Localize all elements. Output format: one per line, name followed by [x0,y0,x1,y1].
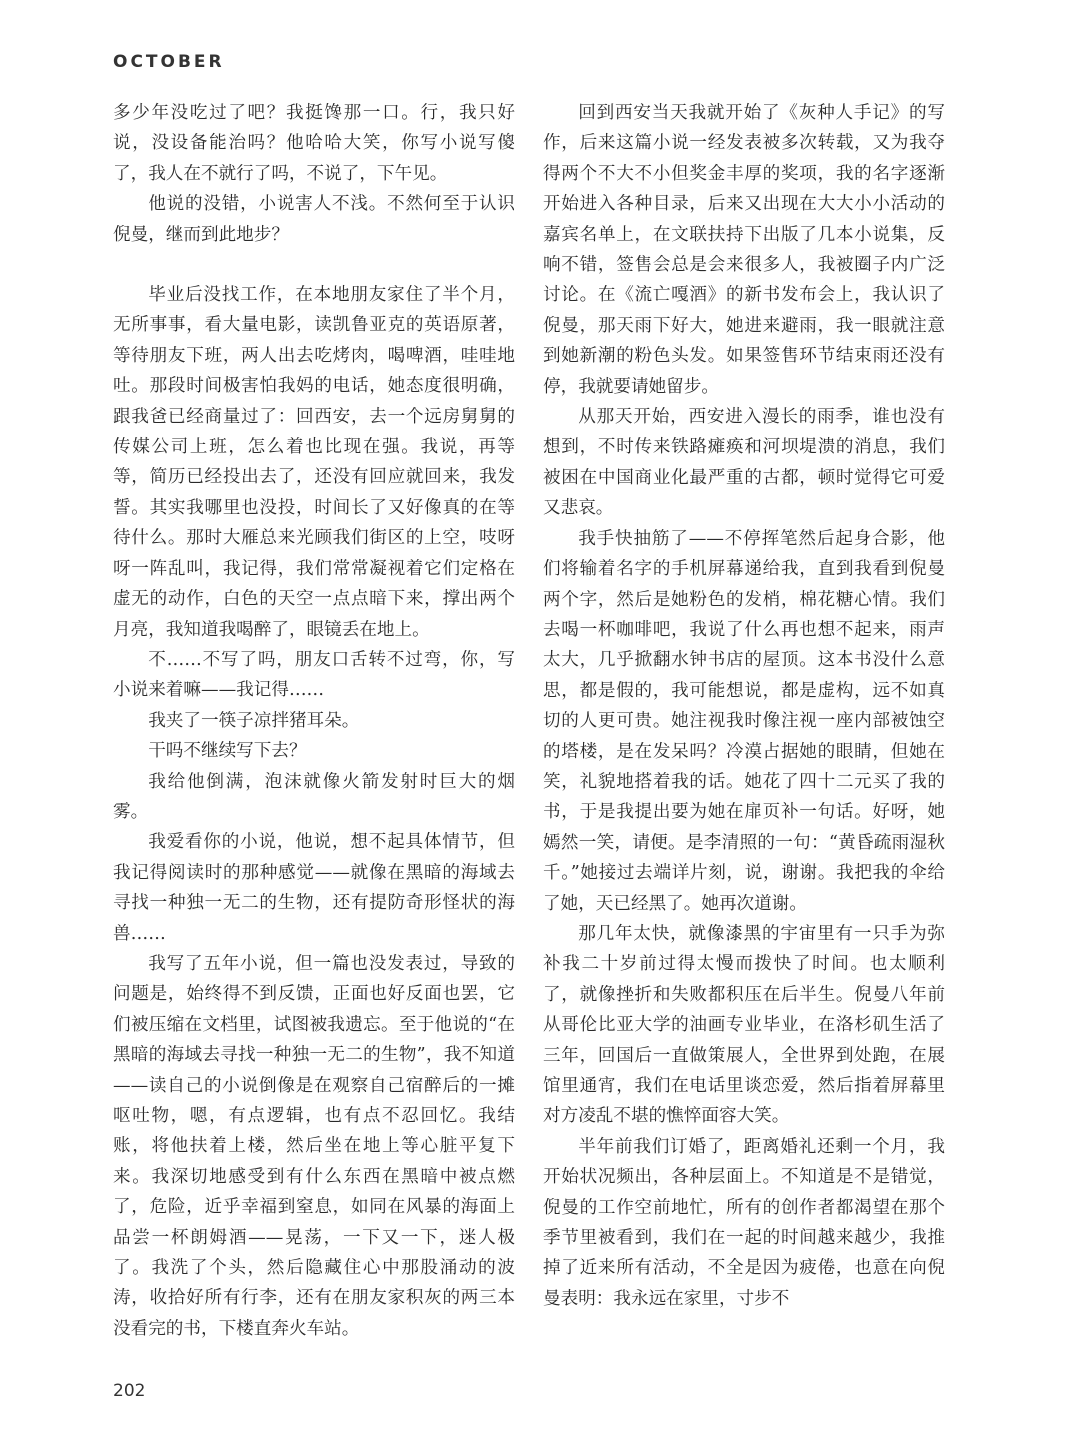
paragraph: 那几年太快，就像漆黑的宇宙里有一只手为弥补我二十岁前过得太慢而拨快了时间。也太顺利了，就像挫折和失败都积压在后半生。倪曼八年前从哥伦比亚大学的油画专业毕业，在洛杉矶生活了三年，回国后一直做策展人，全世界到处跑，在展馆里通宵，我们在电话里谈恋爱，然后指着屏幕里对方凌乱不堪的憔悴面容大笑。 [543,923,945,1127]
paragraph: 干吗不继续写下去？ [148,741,307,762]
paragraph: 我给他倒满，泡沫就像火箭发射时巨大的烟雾。 [113,771,515,822]
running-header: OCTOBER [113,52,225,72]
paragraph: 我爱看你的小说，他说，想不起具体情节，但我记得阅读时的那种感觉——就像在黑暗的海域去寻找一种独一无二的生物，还有提防奇形怪状的海兽…… [113,832,515,944]
paragraph: 回到西安当天我就开始了《灰种人手记》的写作，后来这篇小说一经发表被多次转载，又为我夺得两个不大不小但奖金丰厚的奖项，我的名字逐渐开始进入各种目录，后来又出现在大大小小活动的嘉宾名单上，在文联扶持下出版了几本小说集，反响不错，签售会总是会来很多人，我被圈子内广泛讨论。在《流亡嘎酒》的新书发布会上，我认识了倪曼，那天雨下好大，她进来避雨，我一眼就注意到她新潮的粉色头发。如果签售环节结束雨还没有停，我就要请她留步。 [543,103,945,397]
paragraph: 我手快抽筋了——不停挥笔然后起身合影，他们将输着名字的手机屏幕递给我，直到我看到倪曼两个字，然后是她粉色的发梢，棉花糖心情。我们去喝一杯咖啡吧，我说了什么再也想不起来，雨声太大，几乎掀翻水钟书店的屋顶。这本书没什么意思，都是假的，我可能想说，都是虚构，远不如真切的人更可贵。她注视我时像注视一座内部被蚀空的塔楼，是在发呆吗？冷漠占据她的眼睛，但她在笑，礼貌地搭着我的话。她花了四十二元买了我的书，于是我提出要为她在扉页补一句话。好呀，她嫣然一笑，请便。是李清照的一句：“黄昏疏雨湿秋千。”她接过去端详片刻，说，谢谢。我把我的伞给了她，天已经黑了。她再次道谢。 [543,528,945,914]
paragraph: 多少年没吃过了吧？我挺馋那一口。行，我只好说，没设备能治吗？他哈哈大笑，你写小说写傻了，我人在不就行了吗，不说了，下午见。 [113,103,515,184]
left-column [113,98,515,1344]
paragraph: 我写了五年小说，但一篇也没发表过，导致的问题是，始终得不到反馈，正面也好反面也罢，它们被压缩在文档里，试图被我遗忘。至于他说的“在黑暗的海域去寻找一种独一无二的生物”，我不知道——读自己的小说倒像是在观察自己宿醉后的一摊呕吐物，嗯，有点逻辑，也有点不忍回忆。我结账，将他扶着上楼，然后坐在地上等心脏平复下来。我深切地感受到有什么东西在黑暗中被点燃了，危险，近乎幸福到窒息，如同在风暴的海面上品尝一杯朗姆酒——晃荡，一下又一下，迷人极了。我洗了个头，然后隐藏住心中那股涌动的波涛，收拾好所有行李，还有在朋友家积灰的两三本没看完的书，下楼直奔火车站。 [113,953,515,1339]
paragraph: 半年前我们订婚了，距离婚礼还剩一个月，我开始状况频出，各种层面上。不知道是不是错觉，倪曼的工作空前地忙，所有的创作者都渴望在那个季节里被看到，我们在一起的时间越来越少，我推掉了近来所有活动，不全是因为疲倦，也意在向倪曼表明：我永远在家里，寸步不 [543,1136,945,1309]
paragraph: 不……不写了吗，朋友口舌转不过弯，你，写小说来着嘛——我记得…… [113,649,515,701]
paragraph: 从那天开始，西安进入漫长的雨季，谁也没有想到，不时传来铁路瘫痪和河坝堤溃的消息，我们被困在中国商业化最严重的古都，顿时觉得它可爱又悲哀。 [543,407,945,519]
right-column [543,98,945,1314]
page-number: 202 [113,1381,146,1401]
paragraph: 毕业后没找工作，在本地朋友家住了半个月，无所事事，看大量电影，读凯鲁亚克的英语原著，等待朋友下班，两人出去吃烤肉，喝啤酒，哇哇地吐。那段时间极害怕我妈的电话，她态度很明确，跟我爸已经商量过了：回西安，去一个远房舅舅的传媒公司上班，怎么着也比现在强。我说，再等等，简历已经投出去了，还没有回应就回来，我发誓。其实我哪里也没投，时间长了又好像真的在等待什么。那时大雁总来光顾我们街区的上空，吱呀呀一阵乱叫，我记得，我们常常凝视着它们定格在虚无的动作，白色的天空一点点暗下来，撑出两个月亮，我知道我喝醉了，眼镜丢在地上。 [113,285,515,640]
paragraph: 他说的没错，小说害人不浅。不然何至于认识倪曼，继而到此地步？ [113,194,515,245]
paragraph: 我夹了一筷子凉拌猪耳朵。 [148,710,360,731]
